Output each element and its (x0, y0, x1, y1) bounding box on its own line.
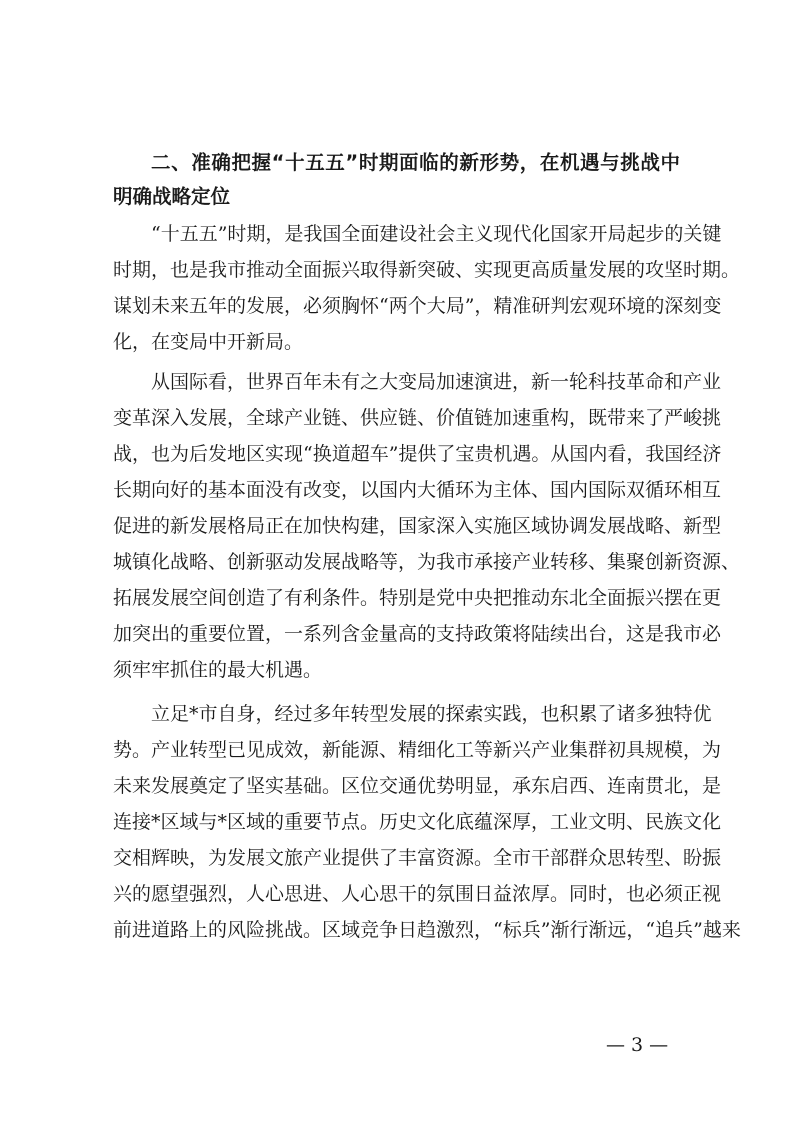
paragraph-line: 加突出的重要位置，一系列含金量高的支持政策将陆续出台，这是我市必 (113, 623, 722, 645)
paragraph-line: 化，在变局中开新局。 (113, 331, 304, 353)
paragraph-line: 前进道路上的风险挑战。区域竞争日趋激烈，“标兵”渐行渐远，“追兵”越来 (113, 919, 741, 941)
section-heading-line: 明确战略定位 (113, 185, 231, 208)
paragraph-line: 未来发展奠定了坚实基础。区位交通优势明显，承东启西、连南贯北，是 (113, 775, 722, 797)
paragraph-line: 立足*市自身，经过多年转型发展的探索实践，也积累了诸多独特优 (151, 703, 712, 725)
paragraph-line: 交相辉映，为发展文旅产业提供了丰富资源。全市干部群众思转型、盼振 (113, 847, 722, 869)
paragraph-line: 须牢牢抓住的最大机遇。 (113, 659, 323, 681)
paragraph-line: 城镇化战略、创新驱动发展战略等，为我市承接产业转移、集聚创新资源、 (113, 551, 741, 573)
paragraph-line: 从国际看，世界百年未有之大变局加速演进，新一轮科技革命和产业 (151, 371, 722, 393)
paragraph-line: 变革深入发展，全球产业链、供应链、价值链加速重构，既带来了严峻挑 (113, 407, 722, 429)
paragraph-line: 势。产业转型已见成效，新能源、精细化工等新兴产业集群初具规模，为 (113, 739, 722, 761)
paragraph-line: 促进的新发展格局正在加快构建，国家深入实施区域协调发展战略、新型 (113, 515, 722, 537)
paragraph-line: 谋划未来五年的发展，必须胸怀“两个大局”，精准研判宏观环境的深刻变 (113, 295, 722, 317)
paragraph-line: 兴的愿望强烈，人心思进、人心思干的氛围日益浓厚。同时，也必须正视 (113, 883, 722, 905)
paragraph-line: 战，也为后发地区实现“换道超车”提供了宝贵机遇。从国内看，我国经济 (113, 443, 722, 465)
page-number: — 3 — (606, 1034, 669, 1056)
paragraph-line: 拓展发展空间创造了有利条件。特别是党中央把推动东北全面振兴摆在更 (113, 587, 722, 609)
paragraph-line: 长期向好的基本面没有改变，以国内大循环为主体、国内国际双循环相互 (113, 479, 722, 501)
paragraph-line: 连接*区域与*区域的重要节点。历史文化底蕴深厚，工业文明、民族文化 (113, 811, 722, 833)
section-heading-line: 二、准确把握“十五五”时期面临的新形势，在机遇与挑战中 (151, 151, 680, 174)
paragraph-line: “十五五”时期，是我国全面建设社会主义现代化国家开局起步的关键 (151, 223, 722, 245)
paragraph-line: 时期，也是我市推动全面振兴取得新突破、实现更高质量发展的攻坚时期。 (113, 259, 741, 281)
